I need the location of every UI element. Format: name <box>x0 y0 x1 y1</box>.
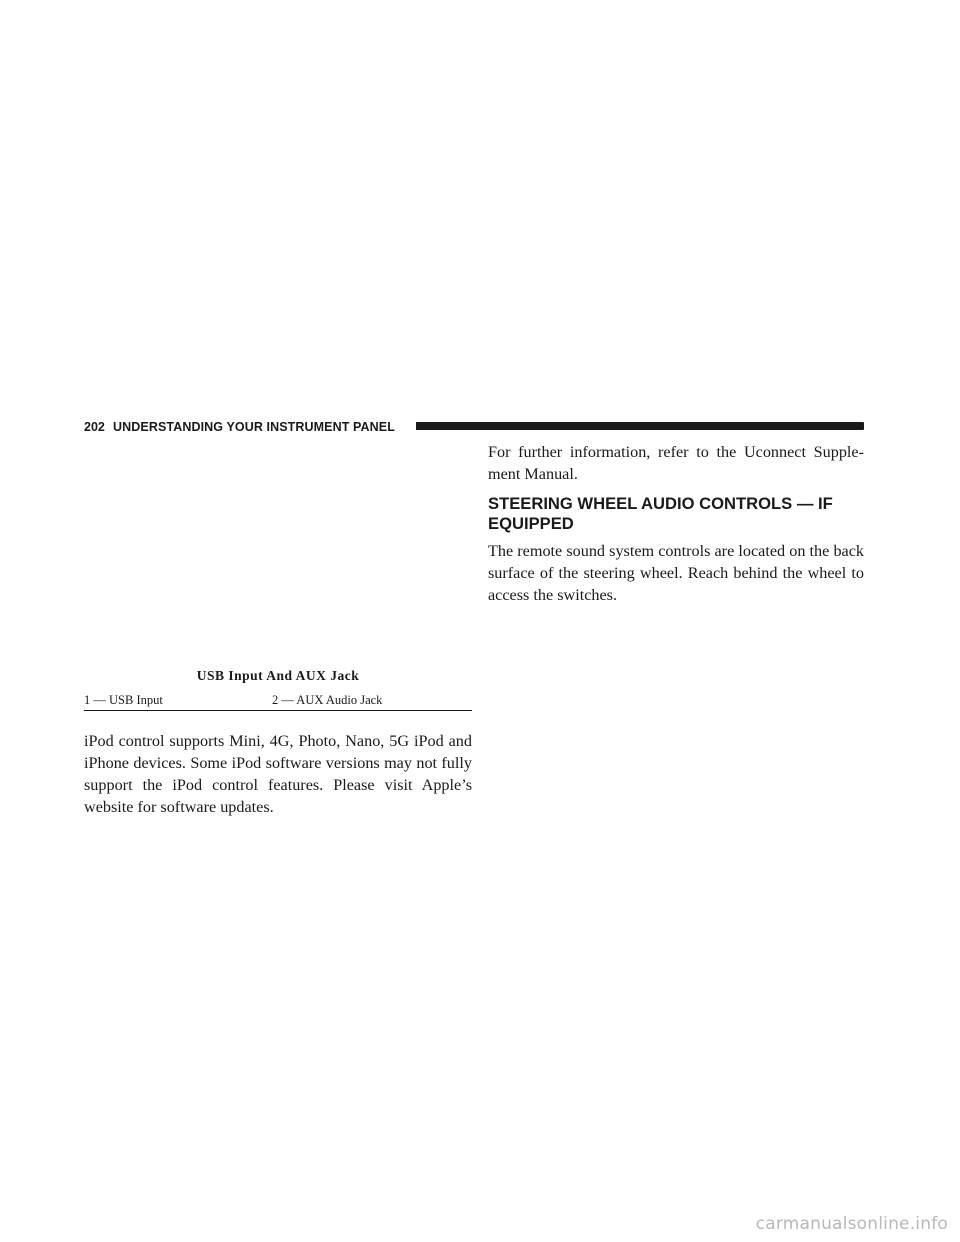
remote-controls-paragraph: The remote sound system controls are located on the back surface of the steering wheel. Reach behind the wheel to access the switches. <box>488 542 864 604</box>
legend-item-usb-input: 1 — USB Input <box>84 693 163 707</box>
figure-caption: USB Input And AUX Jack <box>196 668 360 683</box>
legend-item-aux-audio-jack: 2 — AUX Audio Jack <box>272 693 383 707</box>
figure-image-area <box>84 445 472 640</box>
further-information-paragraph: For further information, refer to the Uconnect Supple- ment Manual. <box>488 443 864 483</box>
page-number: 202 <box>84 420 105 434</box>
figure-legend <box>84 692 472 711</box>
watermark-text: carmanualsonline.info <box>755 1214 948 1234</box>
ipod-support-paragraph: iPod control supports Mini, 4G, Photo, Nano, 5G iPod and iPhone devices. Some iPod software versions may not fully support the iPod control features. Please visit Apple’s website for software updates. <box>84 732 472 816</box>
header-rule-bar <box>416 422 864 430</box>
steering-wheel-audio-controls-heading: STEERING WHEEL AUDIO CONTROLS — IF EQUIPPED <box>488 494 833 533</box>
section-title: UNDERSTANDING YOUR INSTRUMENT PANEL <box>113 420 395 434</box>
page-header <box>84 419 864 435</box>
